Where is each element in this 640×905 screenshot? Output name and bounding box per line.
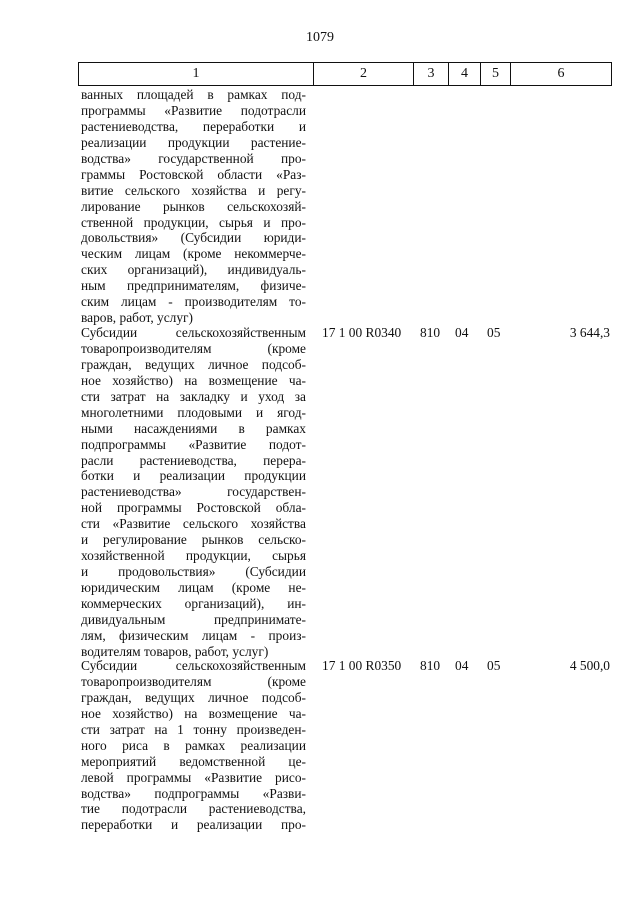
text-line: ное хозяйство) на возмещение ча-: [81, 372, 306, 388]
text-line: ванных площадей в рамках под-: [81, 87, 306, 102]
text-line: Субсидии сельскохозяйственным: [81, 658, 306, 673]
text-line: довольствия» (Субсидии юриди-: [81, 230, 306, 246]
section-code: 04: [455, 658, 469, 673]
header-col-6: 6: [557, 66, 565, 81]
text-line: варов, работ, услуг): [81, 310, 193, 326]
text-line: витие сельского хозяйства и регу-: [81, 182, 306, 198]
text-line: сти затрат на 1 тонну произведен-: [81, 721, 306, 737]
table-row-description: [81, 325, 306, 660]
text-line: водства» государственной про-: [81, 150, 306, 166]
text-line: граммы Ростовской области «Раз-: [81, 166, 306, 182]
text-line: и регулирование рынков сельско-: [81, 532, 306, 548]
text-line: расли растениеводства, перера-: [81, 452, 306, 468]
text-line: тие подотрасли растениеводства,: [81, 801, 306, 817]
text-line: и продовольствия» (Субсидии: [81, 564, 306, 580]
text-line: ским лицам - производителям то-: [81, 294, 306, 310]
page-number: 1079: [306, 30, 334, 45]
text-line: ботки и реализации продукции: [81, 468, 306, 484]
text-line: товаропроизводителям (кроме: [81, 340, 306, 356]
text-line: переработки и реализации про-: [81, 817, 306, 833]
header-col-1: 1: [79, 63, 314, 85]
text-line: юридическим лицам (кроме не-: [81, 580, 306, 595]
text-line: сти «Развитие сельского хозяйства: [81, 516, 306, 532]
text-line: лям, физическим лицам - произ-: [81, 627, 306, 643]
amount: 3 644,3: [569, 325, 610, 340]
subsection-code: 05: [487, 658, 501, 673]
text-line: товаропроизводителям (кроме: [81, 673, 306, 689]
budget-code: 17 1 00 R0340: [322, 325, 402, 340]
text-line: подпрограммы «Развитие подот-: [81, 436, 306, 452]
table-row-description: [81, 658, 306, 833]
budget-code: 17 1 00 R0350: [322, 658, 402, 673]
header-col-5: 5: [481, 63, 511, 85]
table-row-description: [81, 87, 306, 326]
expense-type: 810: [420, 325, 441, 340]
header-col-2: 2: [314, 63, 414, 85]
section-code: 04: [455, 325, 469, 340]
text-line: граждан, ведущих личное подсоб-: [81, 689, 306, 705]
text-line: водства» подпрограммы «Разви-: [81, 785, 306, 801]
text-line: ное хозяйство) на возмещение ча-: [81, 705, 306, 721]
text-line: водителям товаров, работ, услуг): [81, 643, 269, 659]
text-line: растениеводства, переработки и: [81, 118, 306, 134]
amount: 4 500,0: [569, 658, 610, 673]
table-header: [78, 62, 612, 86]
text-line: хозяйственной продукции, сырья: [81, 548, 306, 564]
header-col-4: 4: [449, 63, 481, 85]
text-line: ного риса в рамках реализации: [81, 737, 306, 753]
text-line: граждан, ведущих личное подсоб-: [81, 356, 306, 372]
text-line: ным предпринимателям, физиче-: [81, 278, 306, 294]
text-line: реализации продукции растение-: [81, 134, 306, 150]
text-line: растениеводства» государствен-: [81, 484, 306, 500]
text-line: ских организаций), индивидуаль-: [81, 262, 306, 278]
text-line: сти затрат на закладку и уход за: [81, 388, 306, 404]
text-line: коммерческих организаций), ин-: [81, 595, 306, 611]
text-line: левой программы «Развитие рисо-: [81, 769, 306, 785]
text-line: мероприятий ведомственной це-: [81, 753, 306, 769]
subsection-code: 05: [487, 325, 501, 340]
text-line: многолетними плодовыми и ягод-: [81, 404, 306, 420]
header-col-3: 3: [414, 63, 449, 85]
text-line: программы «Развитие подотрасли: [81, 102, 306, 118]
text-line: лирование рынков сельскохозяй-: [81, 198, 306, 214]
text-line: Субсидии сельскохозяйственным: [81, 325, 306, 340]
text-line: ной программы Ростовской обла-: [81, 500, 306, 516]
text-line: ственной продукции, сырья и про-: [81, 214, 306, 230]
text-line: ческим лицам (кроме некоммерче-: [81, 246, 306, 262]
expense-type: 810: [420, 658, 441, 673]
text-line: дивидуальным предпринимате-: [81, 611, 306, 627]
text-line: ными насаждениями в рамках: [81, 420, 306, 436]
